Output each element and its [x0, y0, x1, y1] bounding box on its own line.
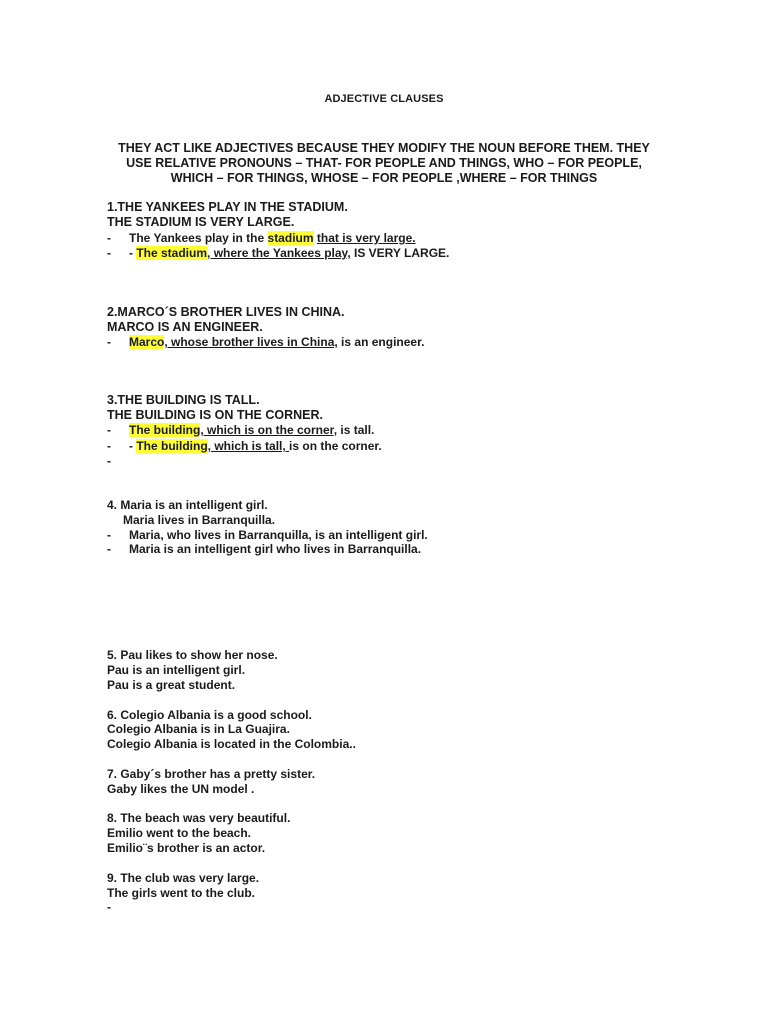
ex1-b-clause: , where the Yankees play, [207, 246, 351, 260]
ex4-sentence-2: Maria lives in Barranquilla. [123, 513, 276, 527]
ex3-b-suffix: is on the corner. [289, 439, 382, 453]
ex3-answer-b [107, 439, 382, 454]
ex5-sentence-3: Pau is a great student. [107, 678, 236, 692]
ex4-answer-a [107, 528, 428, 543]
ex1-a-highlight: stadium [267, 231, 314, 245]
ex1-b-suffix: IS VERY LARGE. [350, 246, 450, 260]
ex3-answer-a [107, 423, 374, 438]
ex5-sentence-1: 5. Pau likes to show her nose. [107, 648, 278, 662]
ex9-sentence-2: The girls went to the club. [107, 886, 256, 900]
ex4-a-text: Maria, who lives in Barranquilla, is an intelligent girl. [129, 528, 428, 542]
ex3-a-suffix: is tall. [337, 423, 375, 437]
bullet-dash: - [107, 335, 111, 349]
ex4-b-text: Maria is an intelligent girl who lives in Barranquilla. [129, 542, 422, 556]
bullet-dash: - [107, 542, 111, 556]
ex3-b-prefix: - [129, 439, 137, 453]
ex2-a-highlight: Marco [129, 335, 165, 349]
ex6-sentence-3: Colegio Albania is located in the Colombia.. [107, 737, 356, 751]
ex1-a-clause: that is very large. [316, 231, 416, 245]
ex8-sentence-1: 8. The beach was very beautiful. [107, 811, 291, 825]
intro-line-2: USE RELATIVE PRONOUNS – THAT- FOR PEOPLE AND THINGS, WHO – FOR PEOPLE, [126, 156, 642, 170]
intro-paragraph [100, 141, 668, 186]
ex4-sentence-1: 4. Maria is an intelligent girl. [107, 498, 268, 512]
ex8-sentence-3: Emilio¨s brother is an actor. [107, 841, 266, 855]
ex1-sentence-1: 1.THE YANKEES PLAY IN THE STADIUM. [107, 200, 348, 214]
intro-line-1: THEY ACT LIKE ADJECTIVES BECAUSE THEY MODIFY THE NOUN BEFORE THEM. THEY [118, 141, 650, 155]
bullet-dash: - [107, 454, 111, 468]
intro-line-3: WHICH – FOR THINGS, WHOSE – FOR PEOPLE ,WHERE – FOR THINGS [170, 171, 598, 185]
ex2-sentence-2: MARCO IS AN ENGINEER. [107, 320, 263, 334]
ex5-sentence-2: Pau is an intelligent girl. [107, 663, 246, 677]
ex1-b-prefix: - [129, 246, 137, 260]
ex2-a-suffix: is an engineer. [337, 335, 425, 349]
ex4-answer-b [107, 542, 421, 557]
ex1-answer-a [107, 231, 416, 246]
bullet-dash: - [107, 246, 111, 260]
ex2-sentence-1: 2.MARCO´S BROTHER LIVES IN CHINA. [107, 305, 345, 319]
ex3-answer-c [107, 454, 129, 469]
ex7-sentence-1: 7. Gaby´s brother has a pretty sister. [107, 767, 316, 781]
ex1-b-highlight: The stadium [136, 246, 208, 260]
ex3-sentence-2: THE BUILDING IS ON THE CORNER. [107, 408, 323, 422]
bullet-dash: - [107, 423, 111, 437]
ex3-a-highlight: The building [129, 423, 201, 437]
ex9-dash: - [107, 900, 111, 914]
bullet-dash: - [107, 231, 111, 245]
ex3-sentence-1: 3.THE BUILDING IS TALL. [107, 393, 260, 407]
ex1-a-prefix: The Yankees play in the [129, 231, 268, 245]
ex3-a-clause: , which is on the corner, [200, 423, 338, 437]
ex1-answer-b [107, 246, 449, 261]
ex2-a-clause: , whose brother lives in China, [164, 335, 338, 349]
ex1-sentence-2: THE STADIUM IS VERY LARGE. [107, 215, 295, 229]
ex7-sentence-2: Gaby likes the UN model . [107, 782, 255, 796]
ex2-answer-a [107, 335, 424, 350]
ex8-sentence-2: Emilio went to the beach. [107, 826, 252, 840]
document-title: ADJECTIVE CLAUSES [324, 93, 444, 105]
bullet-dash: - [107, 439, 111, 453]
ex3-b-highlight: The building [136, 439, 208, 453]
ex6-sentence-2: Colegio Albania is in La Guajira. [107, 722, 290, 736]
ex3-b-clause: , which is tall, [207, 439, 290, 453]
ex9-sentence-1: 9. The club was very large. [107, 871, 260, 885]
ex6-sentence-1: 6. Colegio Albania is a good school. [107, 708, 312, 722]
bullet-dash: - [107, 528, 111, 542]
